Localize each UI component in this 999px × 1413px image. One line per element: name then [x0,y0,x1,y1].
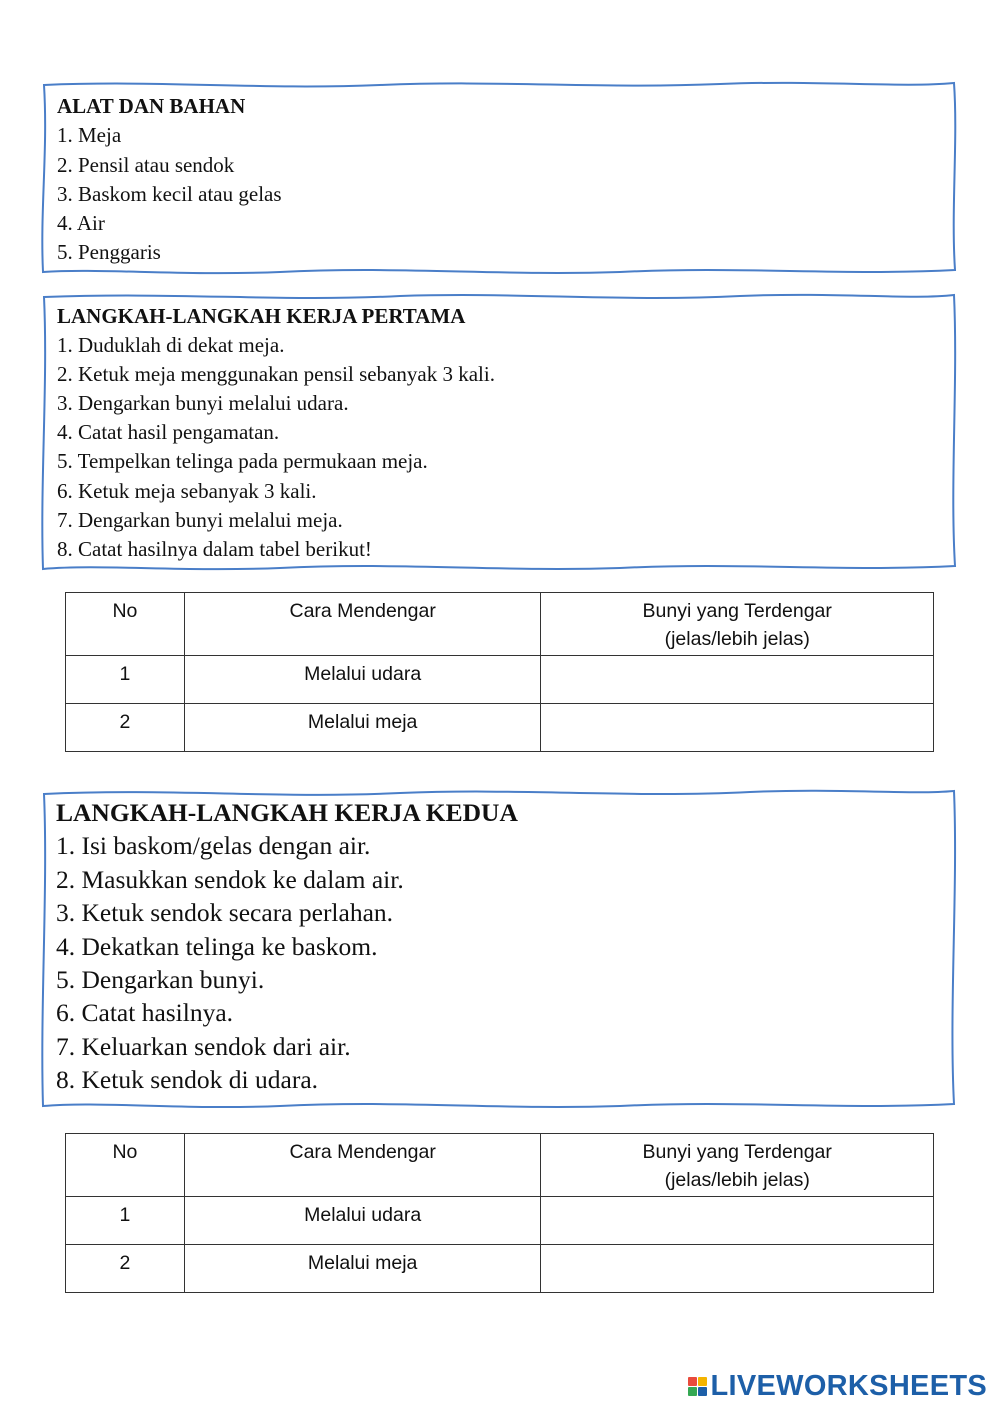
logo-mark-icon [688,1377,707,1396]
header-result-title: Bunyi yang Terdengar [642,1141,832,1163]
cell-method: Melalui meja [184,1245,541,1293]
table-row [66,704,934,752]
cell-no: 2 [66,704,185,752]
steps-second-box [40,788,958,1110]
header-method: Cara Mendengar [184,593,541,656]
materials-item: 1. Meja [57,123,122,148]
cell-result-answer[interactable] [541,704,934,752]
liveworksheets-logo[interactable] [688,1370,988,1403]
step-item: 4. Catat hasil pengamatan. [57,420,280,445]
header-method: Cara Mendengar [184,1134,541,1197]
steps-second-heading: LANGKAH-LANGKAH KERJA KEDUA [56,798,518,827]
step-item: 2. Ketuk meja menggunakan pensil sebanyak 3 kali. [57,362,495,387]
step-item: 3. Ketuk sendok secara perlahan. [56,898,394,928]
table-header-row [66,593,934,656]
logo-wordmark: LIVEWORKSHEETS [710,1370,987,1402]
cell-method: Melalui udara [184,656,541,704]
header-result-hint: (jelas/lebih jelas) [664,628,810,650]
step-item: 7. Dengarkan bunyi melalui meja. [57,507,343,532]
materials-item: 3. Baskom kecil atau gelas [57,181,282,206]
step-item: 1. Duduklah di dekat meja. [57,333,285,358]
materials-box [40,80,958,276]
cell-no: 1 [66,656,185,704]
step-item: 6. Catat hasilnya. [56,998,234,1028]
cell-no: 2 [66,1245,185,1293]
cell-method: Melalui meja [184,704,541,752]
table-row [66,1197,934,1245]
steps-first-heading: LANGKAH-LANGKAH KERJA PERTAMA [57,304,466,328]
steps-first-box [40,292,958,572]
cell-result-answer[interactable] [541,1197,934,1245]
step-item: 5. Dengarkan bunyi. [56,965,265,995]
step-item: 5. Tempelkan telinga pada permukaan meja. [57,449,428,474]
step-item: 4. Dekatkan telinga ke baskom. [56,931,378,961]
header-result [541,1134,934,1197]
materials-item: 4. Air [57,211,105,236]
step-item: 3. Dengarkan bunyi melalui udara. [57,391,349,416]
header-result-title: Bunyi yang Terdengar [642,600,832,622]
cell-result-answer[interactable] [541,1245,934,1293]
step-item: 7. Keluarkan sendok dari air. [56,1031,351,1061]
table-header-row [66,1134,934,1197]
materials-item: 2. Pensil atau sendok [57,152,235,177]
cell-method: Melalui udara [184,1197,541,1245]
step-item: 8. Catat hasilnya dalam tabel berikut! [57,536,372,561]
header-no: No [66,593,185,656]
materials-item: 5. Penggaris [57,240,161,265]
observation-table-second [65,1133,934,1293]
cell-no: 1 [66,1197,185,1245]
materials-heading: ALAT DAN BAHAN [57,94,246,118]
cell-result-answer[interactable] [541,656,934,704]
step-item: 8. Ketuk sendok di udara. [56,1065,319,1095]
table-row [66,1245,934,1293]
header-result [541,593,934,656]
table-row [66,656,934,704]
step-item: 2. Masukkan sendok ke dalam air. [56,864,404,894]
header-no: No [66,1134,185,1197]
step-item: 6. Ketuk meja sebanyak 3 kali. [57,478,317,503]
header-result-hint: (jelas/lebih jelas) [664,1169,810,1191]
observation-table-first [65,592,934,752]
step-item: 1. Isi baskom/gelas dengan air. [56,831,371,861]
